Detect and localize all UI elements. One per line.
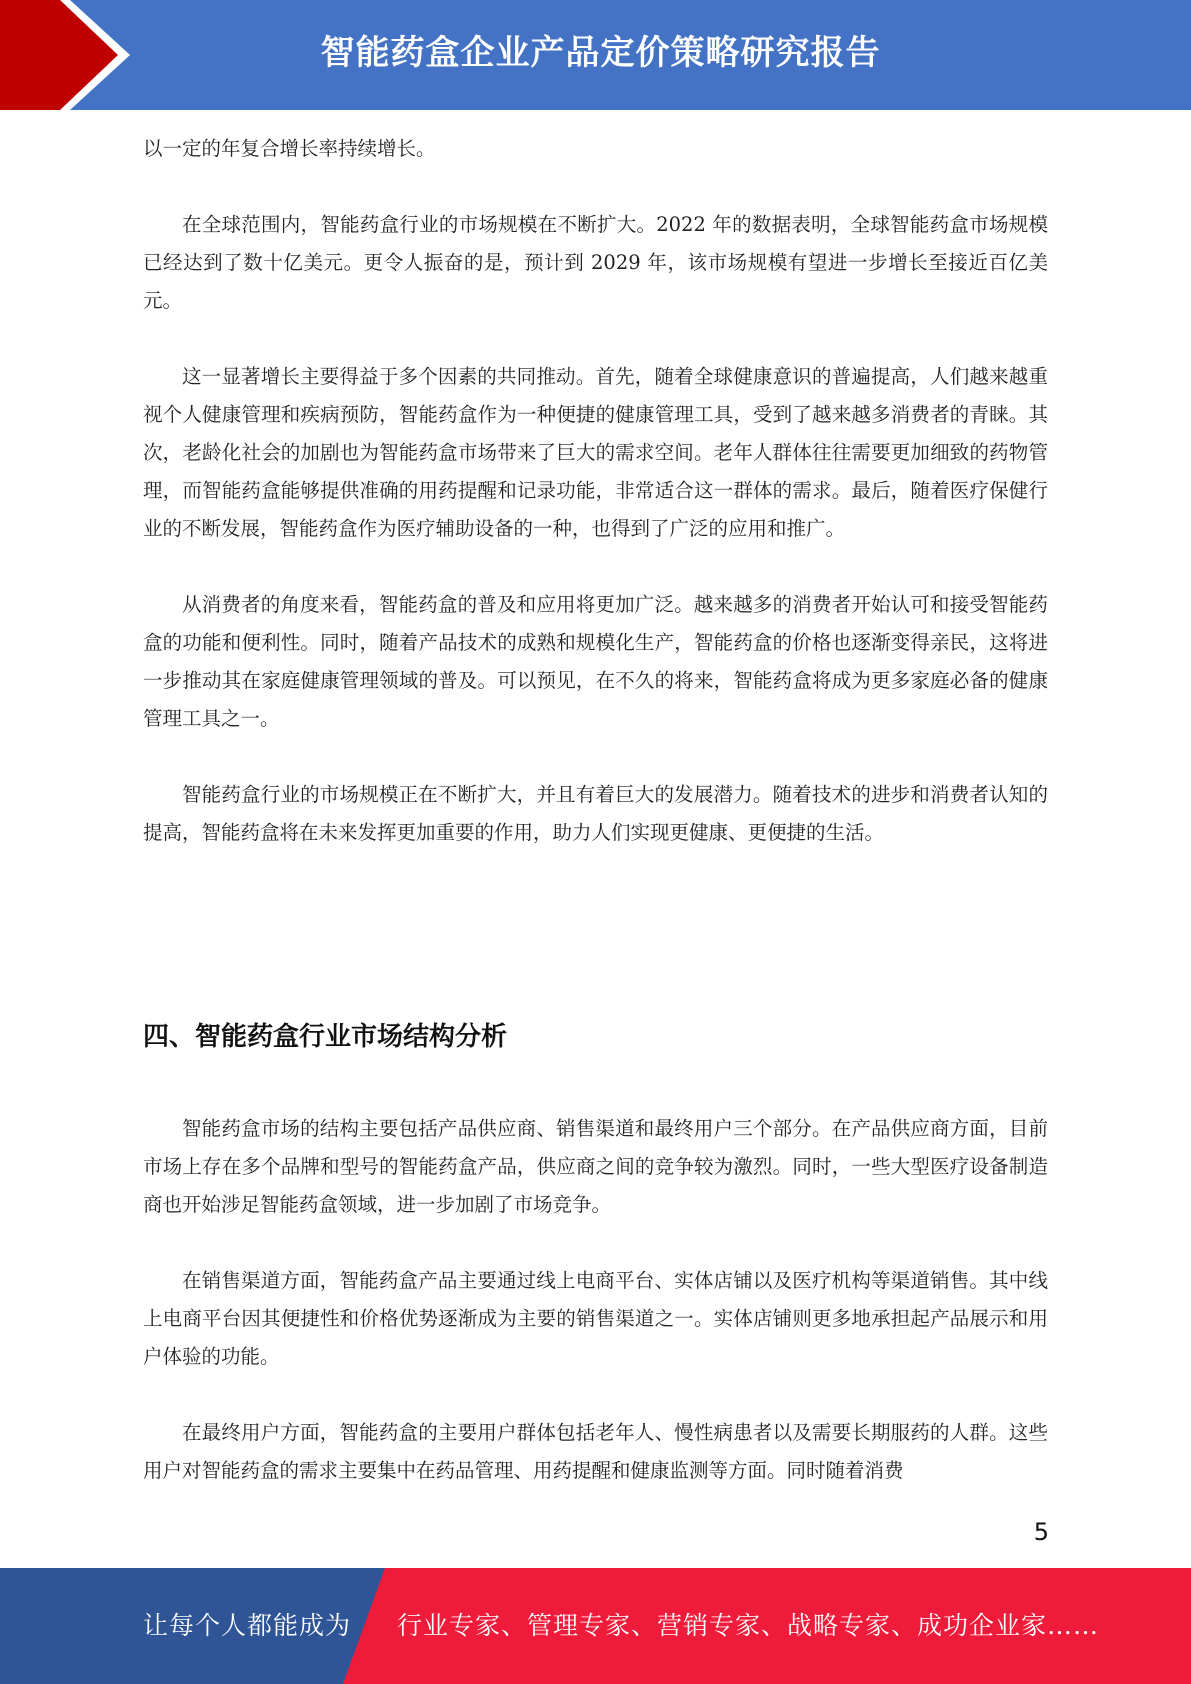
paragraph: 智能药盒市场的结构主要包括产品供应商、销售渠道和最终用户三个部分。在产品供应商方面，目前市场上存在多个品牌和型号的智能药盒产品，供应商之间的竞争较为激烈。同时，一些大型医疗设备制造商也开始涉足智能药盒领域，进一步加剧了市场竞争。 (143, 1117, 1048, 1216)
footer-slogan-right: 行业专家、管理专家、营销专家、战略专家、成功企业家…… (397, 1611, 1100, 1640)
section-content (143, 1110, 1048, 1490)
paragraph: 在全球范围内，智能药盒行业的市场规模在不断扩大。2022 年的数据表明，全球智能药盒市场规模已经达到了数十亿美元。更令人振奋的是，预计到 2029 年，该市场规模有望进一步增长至接近百亿美元。 (143, 213, 1048, 312)
paragraph: 在最终用户方面，智能药盒的主要用户群体包括老年人、慢性病患者以及需要长期服药的人群。这些用户对智能药盒的需求主要集中在药品管理、用药提醒和健康监测等方面。同时随着消费 (143, 1421, 1048, 1482)
continuation-text: 以一定的年复合增长率持续增长。 (143, 137, 436, 160)
page-number: 5 (1033, 1518, 1049, 1546)
paragraph: 这一显著增长主要得益于多个因素的共同推动。首先，随着全球健康意识的普遍提高，人们越来越重视个人健康管理和疾病预防，智能药盒作为一种便捷的健康管理工具，受到了越来越多消费者的青睐。其次，老龄化社会的加剧也为智能药盒市场带来了巨大的需求空间。老年人群体往往需要更加细致的药物管理，而智能药盒能够提供准确的用药提醒和记录功能，非常适合这一群体的需求。最后，随着医疗保健行业的不断发展，智能药盒作为医疗辅助设备的一种，也得到了广泛的应用和推广。 (143, 365, 1048, 540)
paragraph: 智能药盒行业的市场规模正在不断扩大，并且有着巨大的发展潜力。随着技术的进步和消费者认知的提高，智能药盒将在未来发挥更加重要的作用，助力人们实现更健康、更便捷的生活。 (143, 783, 1048, 844)
main-content (143, 130, 1048, 852)
report-title: 智能药盒企业产品定价策略研究报告 (320, 33, 881, 73)
paragraph: 从消费者的角度来看，智能药盒的普及和应用将更加广泛。越来越多的消费者开始认可和接受智能药盒的功能和便利性。同时，随着产品技术的成熟和规模化生产，智能药盒的价格也逐渐变得亲民，这将进一步推动其在家庭健康管理领域的普及。可以预见，在不久的将来，智能药盒将成为更多家庭必备的健康管理工具之一。 (143, 593, 1048, 730)
page-footer (0, 1568, 1191, 1684)
section-heading: 四、智能药盒行业市场结构分析 (143, 1022, 508, 1052)
footer-slogan-left: 让每个人都能成为 (143, 1611, 352, 1640)
paragraph: 在销售渠道方面，智能药盒产品主要通过线上电商平台、实体店铺以及医疗机构等渠道销售。其中线上电商平台因其便捷性和价格优势逐渐成为主要的销售渠道之一。实体店铺则更多地承担起产品展示和用户体验的功能。 (143, 1269, 1048, 1368)
page-header (0, 0, 1191, 110)
